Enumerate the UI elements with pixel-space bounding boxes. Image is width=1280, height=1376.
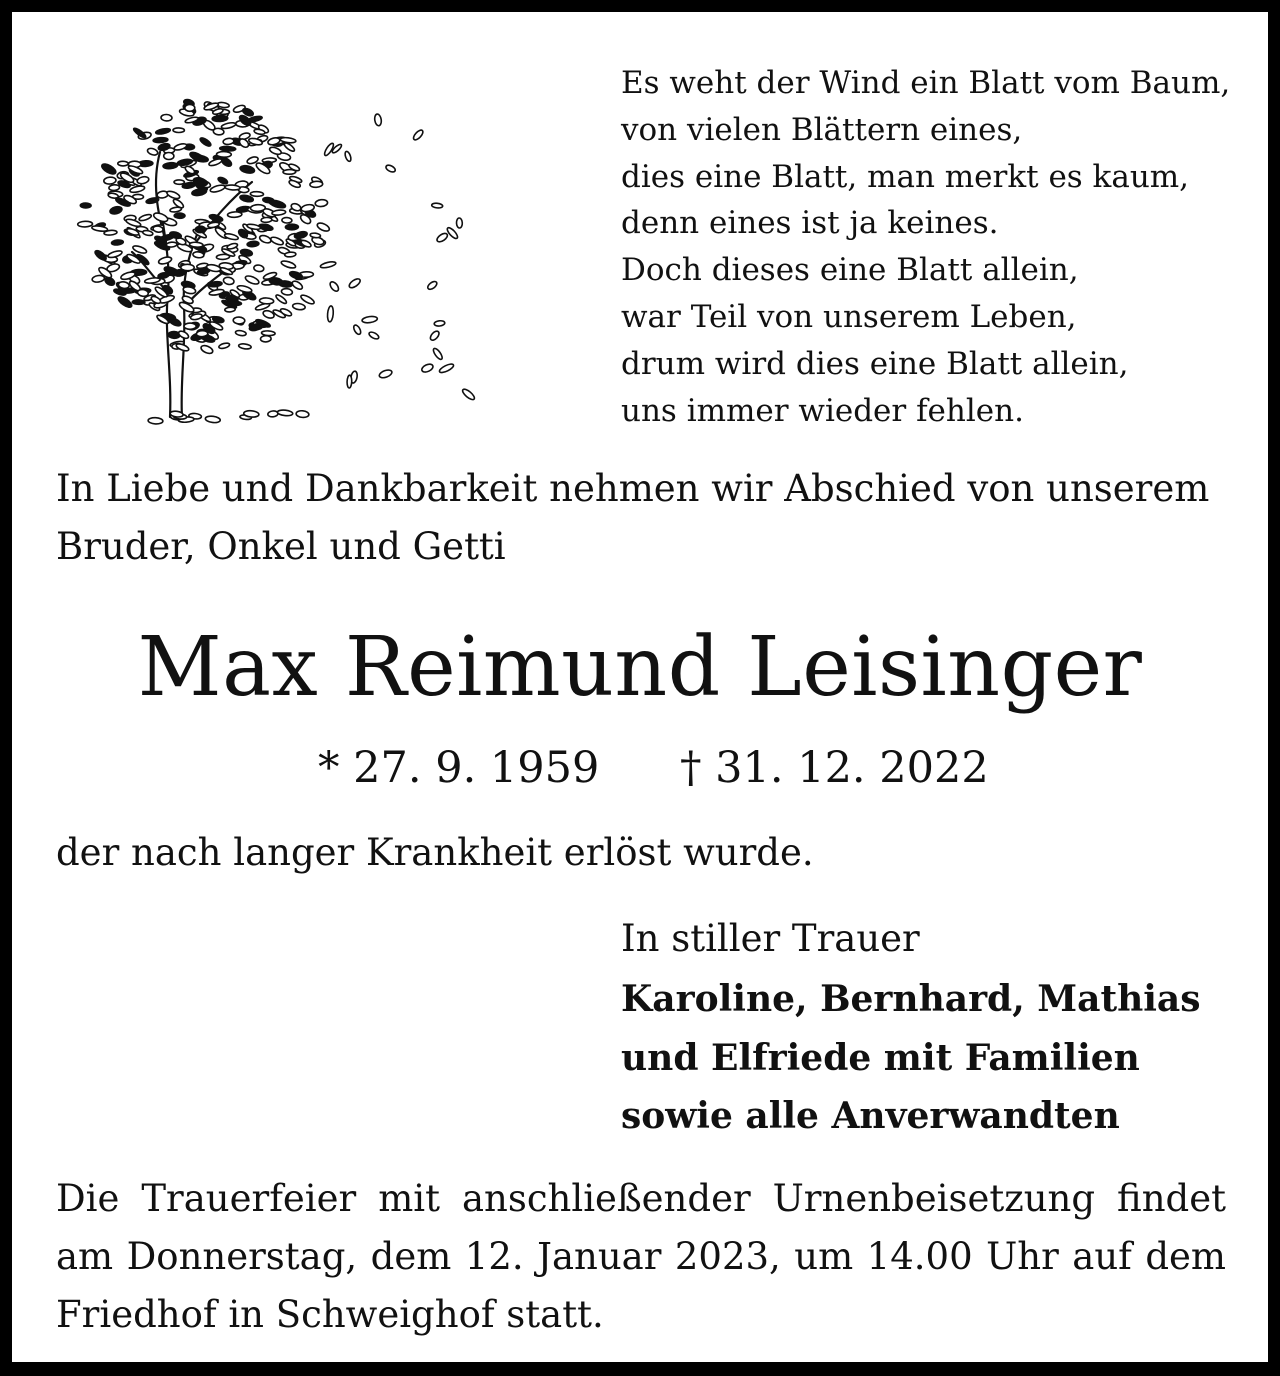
death-date: † 31. 12. 2022	[680, 743, 989, 793]
intro-line: Bruder, Onkel und Getti	[56, 525, 506, 568]
mourners-block	[621, 910, 1201, 1146]
service-text	[56, 1170, 1226, 1344]
poem-line: uns immer wieder fehlen.	[621, 392, 1024, 429]
poem-line: dies eine Blatt, man merkt es kaum,	[621, 158, 1190, 195]
poem-line: drum wird dies eine Blatt allein,	[621, 345, 1129, 382]
service-line: Die Trauerfeier mit anschließender Urnenbeisetzung findet	[56, 1177, 1226, 1220]
mourners-line: sowie alle Anverwandten	[621, 1095, 1120, 1137]
release-text: der nach langer Krankheit erlöst wurde.	[56, 831, 814, 874]
obituary-page	[12, 12, 1268, 1362]
deceased-name: Max Reimund Leisinger	[137, 620, 1143, 715]
mourners-line: und Elfriede mit Familien	[621, 1036, 1140, 1079]
service-line: am Donnerstag, dem 12. Januar 2023, um 14.00 Uhr auf dem	[56, 1235, 1226, 1278]
poem-line: denn eines ist ja keines.	[621, 205, 999, 242]
poem	[621, 60, 1261, 434]
mourners-lead: In stiller Trauer	[621, 917, 920, 960]
birth-date: * 27. 9. 1959	[318, 743, 600, 793]
intro-line: In Liebe und Dankbarkeit nehmen wir Abschied von unserem	[56, 467, 1210, 510]
poem-line: Es weht der Wind ein Blatt vom Baum,	[621, 65, 1231, 101]
windblown-tree-icon	[52, 52, 512, 442]
poem-line: war Teil von unserem Leben,	[621, 298, 1077, 335]
intro-text	[56, 460, 1256, 576]
mourners-line: Karoline, Bernhard, Mathias	[621, 978, 1201, 1020]
poem-line: Doch dieses eine Blatt allein,	[621, 252, 1079, 289]
service-line: Friedhof in Schweighof statt.	[56, 1293, 604, 1336]
poem-line: von vielen Blättern eines,	[621, 111, 1023, 148]
